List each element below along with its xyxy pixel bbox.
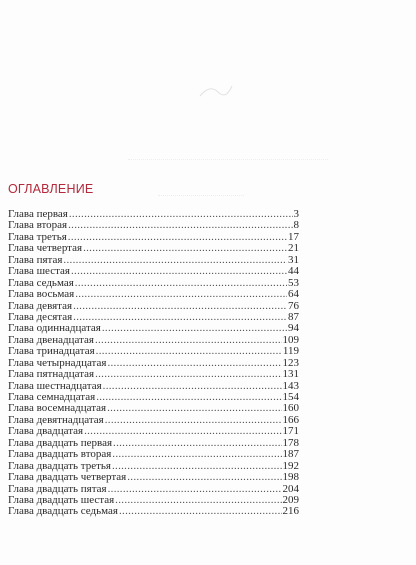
toc-entry-title: Глава двадцать третья [8,460,111,472]
toc-entry [8,449,299,460]
toc-entry-page-number: 178 [282,437,299,449]
toc-entry-page-number: 31 [288,254,299,266]
toc-list [8,209,299,518]
toc-entry-page-number: 198 [282,472,299,484]
show-through-mark [196,80,236,100]
toc-entry [8,232,299,243]
toc-dot-leader [95,335,282,346]
show-through-title [158,186,244,201]
toc-entry-title: Глава двадцать первая [8,437,113,449]
toc-dot-leader [83,243,287,254]
toc-dot-leader [105,415,282,426]
toc-entry [8,220,299,231]
toc-dot-leader [102,323,287,334]
toc-entry-title: Глава первая [8,209,68,220]
toc-entry-page-number: 76 [288,300,299,312]
toc-entry-title: Глава восьмая [8,289,75,301]
toc-entry-page-number: 44 [288,266,299,278]
toc-entry [8,358,299,369]
toc-entry-page-number: 109 [282,334,299,346]
toc-dot-leader [73,301,287,312]
toc-entry-page-number: 209 [282,494,299,506]
toc-entry-title: Глава двадцать седьмая [8,506,118,518]
toc-entry-page-number: 216 [282,506,299,518]
toc-entry-title: Глава шестнадцатая [8,380,102,392]
toc-entry [8,381,299,392]
toc-entry-page-number: 119 [282,346,299,358]
toc-entry-title: Глава вторая [8,220,68,232]
toc-dot-leader [96,346,282,357]
toc-entry-page-number: 204 [282,483,299,495]
toc-dot-leader [96,392,281,403]
toc-entry-page-number: 187 [282,449,299,461]
toc-entry [8,392,299,403]
toc-entry-page-number: 94 [288,323,299,335]
toc-entry [8,243,299,254]
toc-dot-leader [68,232,287,243]
toc-entry [8,278,299,289]
toc-entry-page-number: 131 [282,369,299,381]
toc-entry [8,301,299,312]
toc-entry-page-number: 17 [288,231,299,243]
toc-entry-title: Глава пятая [8,254,63,266]
toc-dot-leader [75,289,287,300]
toc-dot-leader [119,506,282,517]
toc-entry-page-number: 192 [282,460,299,472]
show-through-author [128,152,328,164]
toc-entry [8,266,299,277]
toc-entry-title: Глава десятая [8,311,73,323]
toc-dot-leader [112,449,281,460]
toc-dot-leader [84,426,281,437]
toc-dot-leader [103,381,282,392]
toc-entry-title: Глава двадцатая [8,426,84,438]
toc-entry-title: Глава двадцать пятая [8,483,107,495]
toc-entry-title: Глава двадцать шестая [8,494,115,506]
toc-entry-page-number: 64 [288,289,299,301]
toc-entry-title: Глава девятая [8,300,73,312]
toc-dot-leader [108,484,282,495]
toc-entry [8,506,299,517]
toc-entry-title: Глава пятнадцатая [8,369,95,381]
toc-entry-page-number: 53 [288,277,299,289]
toc-entry-title: Глава семнадцатая [8,392,96,403]
toc-entry-title: Глава шестая [8,266,70,278]
toc-entry-page-number: 8 [293,220,299,232]
toc-entry [8,415,299,426]
toc-entry-page-number: 87 [288,311,299,323]
toc-entry [8,369,299,380]
toc-entry-title: Глава девятнадцатая [8,414,104,426]
toc-dot-leader [75,278,287,289]
toc-entry [8,312,299,323]
toc-entry-title: Глава тринадцатая [8,346,95,358]
toc-entry [8,426,299,437]
toc-entry-page-number: 143 [282,380,299,392]
toc-entry-title: Глава четырнадцатая [8,357,107,369]
toc-dot-leader [113,438,281,449]
toc-dot-leader [112,461,282,472]
toc-entry-title: Глава седьмая [8,277,74,289]
toc-entry-title: Глава двадцать четвертая [8,472,127,484]
toc-dot-leader [63,255,287,266]
toc-entry [8,403,299,414]
toc-entry-page-number: 154 [282,392,299,403]
toc-dot-leader [107,358,281,369]
toc-dot-leader [115,495,281,506]
toc-entry [8,438,299,449]
toc-entry [8,209,299,220]
toc-dot-leader [71,266,287,277]
toc-dot-leader [69,209,293,220]
toc-entry-title: Глава восемнадцатая [8,403,107,415]
toc-entry-title: Глава одиннадцатая [8,323,101,335]
toc-entry-page-number: 166 [282,414,299,426]
toc-entry-title: Глава третья [8,231,67,243]
toc-entry [8,289,299,300]
toc-dot-leader [73,312,287,323]
toc-entry [8,461,299,472]
toc-heading: ОГЛАВЛЕНИЕ [8,182,94,196]
toc-entry [8,323,299,334]
toc-entry [8,255,299,266]
toc-entry-page-number: 123 [282,357,299,369]
toc-dot-leader [95,369,281,380]
toc-entry [8,484,299,495]
toc-dot-leader [107,403,281,414]
toc-dot-leader [127,472,281,483]
toc-entry-title: Глава двадцать вторая [8,449,112,461]
toc-entry-title: Глава двенадцатая [8,334,94,346]
toc-entry [8,346,299,357]
toc-entry-page-number: 160 [282,403,299,415]
toc-entry-title: Глава четвертая [8,243,83,255]
toc-entry-page-number: 21 [288,243,299,255]
toc-entry-page-number: 3 [293,209,299,220]
toc-entry [8,335,299,346]
toc-entry-page-number: 171 [282,426,299,438]
toc-entry [8,495,299,506]
toc-entry [8,472,299,483]
toc-dot-leader [68,220,292,231]
